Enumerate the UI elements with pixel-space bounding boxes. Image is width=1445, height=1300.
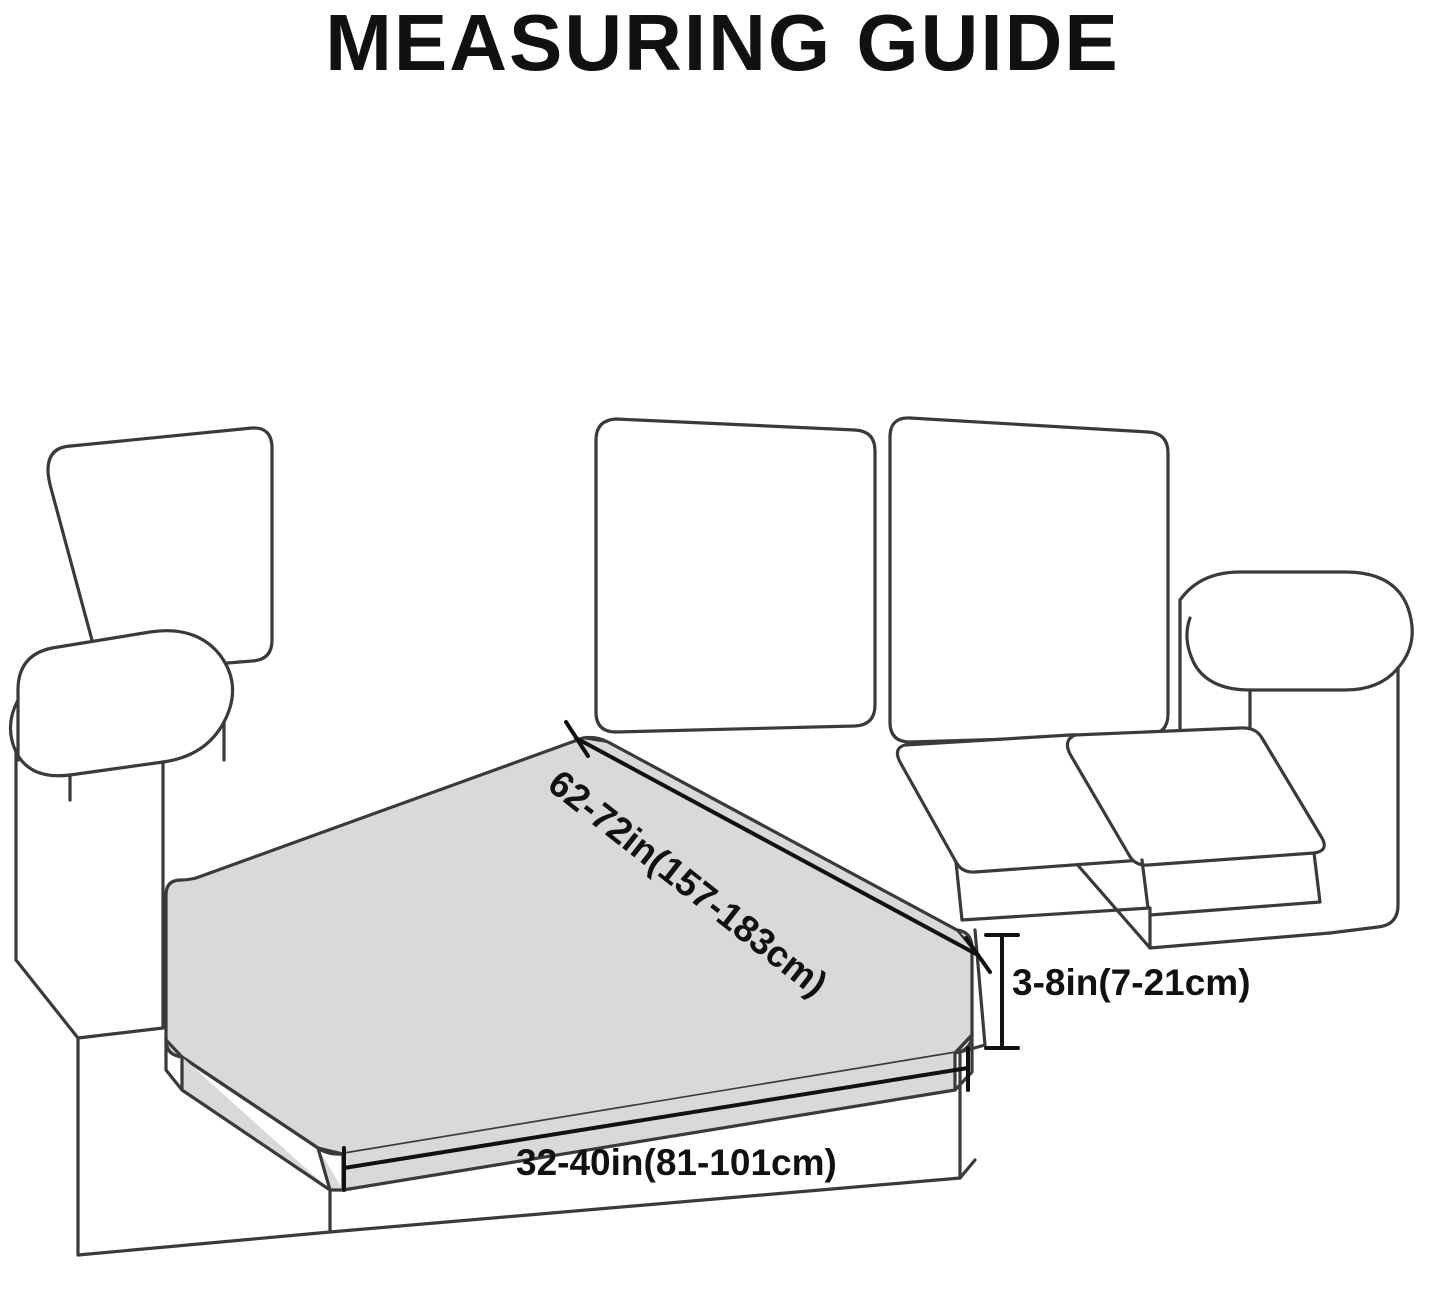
- right-seat-divider-front: [1142, 860, 1148, 908]
- width-dimension-label: 32-40in(81-101cm): [516, 1142, 837, 1183]
- back-cushion-middle: [596, 419, 875, 732]
- back-cushion-right: [890, 418, 1168, 742]
- chaise-top-left-edge: [78, 1028, 163, 1038]
- right-arm-roll-top: [1180, 572, 1412, 690]
- depth-dimension-label: 62-72in(157-183cm): [540, 762, 836, 1005]
- page-title: MEASURING GUIDE: [325, 0, 1120, 87]
- right-arm-outer-edge: [1330, 668, 1398, 933]
- left-arm-roll-top: [18, 631, 233, 775]
- height-dimension-label: 3-8in(7-21cm): [1012, 962, 1251, 1003]
